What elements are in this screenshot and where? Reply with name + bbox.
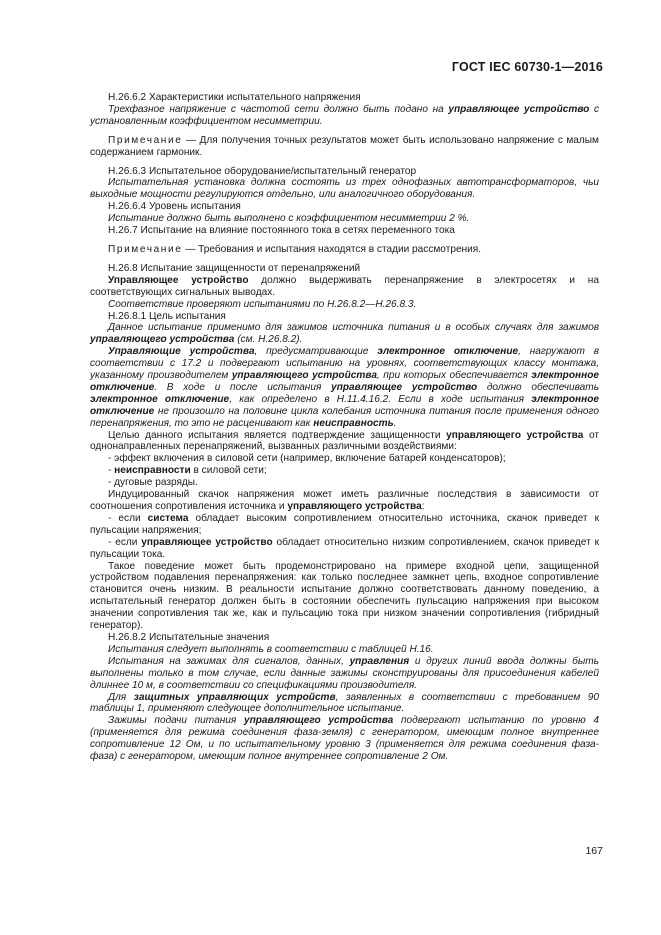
note-label: Примечание — [108, 134, 183, 146]
paragraph — [90, 465, 599, 477]
paragraph — [90, 430, 599, 454]
defined-term: управляющего устройства — [231, 370, 377, 382]
defined-term: электронное отключение — [90, 393, 230, 405]
text-run: H.26.8.1 Цель испытания — [108, 310, 226, 322]
paragraph — [90, 489, 599, 513]
paragraph — [90, 225, 599, 237]
defined-term: управляющего устройства — [243, 715, 394, 727]
text-run: , предусматривающие — [254, 346, 378, 358]
text-run: H.26.6.4 Уровень испытания — [108, 201, 241, 213]
paragraph — [90, 477, 599, 489]
defined-term: неисправности — [114, 465, 191, 477]
text-run: - — [108, 465, 115, 477]
text-run: обладает высоким сопротивлением относительно источника, скачок приведет к пульсации напряжения; — [90, 512, 599, 536]
paragraph — [90, 561, 599, 632]
text-run: H.26.8.2 Испытательные значения — [108, 631, 270, 643]
paragraph — [90, 244, 599, 256]
page-number: 167 — [585, 845, 603, 857]
paragraph — [90, 213, 599, 225]
text-run: должно выдерживать перенапряжение в электросетях и на соответствующих сигнальных выводах. — [90, 274, 599, 298]
text-run: Такое поведение может быть продемонстрировано на примере входной цепи, защищенной устройством подавления перенапряжения: как только последнее замкнет цепь, входное сопротивление становится очень низким. В реальности испытание должно соответствовать данному поведению, а испытательный генератор должен быть в состоянии обеспечить пульсацию напряжения при высоком значении сопротивления так же, как и пульсацию тока при низком значении сопротивления (гибридный генератор). — [90, 560, 599, 632]
paragraph — [90, 644, 599, 656]
text-run: - эффект включения в силовой сети (например, включение батарей конденсаторов); — [108, 453, 506, 465]
text-run: , при которых обеспечивается — [376, 370, 532, 382]
paragraph — [90, 715, 599, 763]
text-run: Целью данного испытания является подтверждение защищенности — [108, 429, 447, 441]
paragraph — [90, 263, 599, 275]
text-run: - если — [108, 536, 142, 548]
text-run: Испытательная установка должна состоять из трех однофазных автотрансформаторов, чьи выходные мощности регулируются отдельно, или аналогичного оборудования. — [90, 177, 599, 201]
document-header-title: ГОСТ IEC 60730-1—2016 — [451, 60, 603, 74]
paragraph — [90, 453, 599, 465]
defined-term: управляющее устройство — [331, 381, 478, 393]
paragraph — [90, 135, 599, 159]
note-label: Примечание — [108, 243, 183, 255]
text-run: Зажимы подачи питания — [108, 715, 244, 727]
text-run: Испытание должно быть выполнено с коэффициентом несимметрии 2 %. — [108, 213, 470, 225]
text-run: , нагружают в соответствии с 17.2 и подвергают испытанию на уровнях, соответствующих классу монтажа, указанному производителем — [90, 346, 599, 382]
text-run: Данное испытание применимо для зажимов источника питания и в особых случаях для зажимов — [108, 322, 599, 334]
text-run: Соответствие проверяют испытаниями по H.26.8.2—H.26.8.3. — [108, 298, 417, 310]
defined-term: управления — [349, 655, 410, 667]
defined-term: управляющее устройство — [141, 536, 273, 548]
text-run: Трехфазное напряжение с частотой сети должно быть подано на — [108, 103, 449, 115]
text-run: и других линий ввода должны быть выполнены только в том случае, если данные зажимы сконструированы для присоединения кабелей длиннее 10 м, в соответствии со спецификациями производителя. — [90, 655, 599, 691]
text-run: в силовой сети; — [190, 465, 267, 477]
text-run: подвергают испытанию по уровню 4 (применяется для режима соединения фаза-земля) с генератором, имеющим полное внутреннее сопротивление 12 Ом, и по испытательному уровню 3 (применяется для режима соединения фаза-фаза) с генератором, имеющим полное внутреннее сопротивление 2 Ом. — [90, 715, 599, 763]
document-body — [90, 92, 599, 763]
text-run: - если — [108, 512, 148, 524]
paragraph — [90, 656, 599, 692]
text-run: H.26.6.3 Испытательное оборудование/испытательный генератор — [108, 165, 417, 177]
defined-term: управляющее устройство — [448, 103, 590, 115]
text-run: от однонаправленных перенапряжений, вызванных различными воздействиями: — [90, 429, 600, 453]
text-run: H.26.6.2 Характеристики испытательного напряжения — [108, 92, 361, 103]
defined-term: электронное отключение — [377, 346, 519, 358]
paragraph — [90, 346, 599, 429]
paragraph — [90, 632, 599, 644]
text-run: (см. H.26.8.2). — [234, 334, 303, 346]
text-run: не произошло на половине цикла колебания источника питания после применения одного перенапряжения, то это не расценивают как — [90, 405, 599, 429]
defined-term: управляющего устройства — [446, 429, 584, 441]
paragraph — [90, 537, 599, 561]
paragraph — [90, 322, 599, 346]
text-run: Индуцированный скачок напряжения может иметь различные последствия в зависимости от соотношения сопротивления источника и — [90, 489, 599, 512]
text-run: Испытания следует выполнять в соответствии с таблицей H.16. — [108, 643, 434, 655]
paragraph — [90, 275, 599, 299]
defined-term: система — [147, 512, 189, 524]
text-run: H.26.8 Испытание защищенности от перенапряжений — [108, 262, 361, 274]
text-run: Для — [108, 691, 134, 703]
text-run: — Для получения точных результатов может быть использовано напряжение с малым содержанием гармоник. — [90, 134, 599, 158]
paragraph — [90, 311, 599, 323]
defined-term: неисправность — [313, 417, 394, 429]
defined-term: электронное отключение — [90, 393, 599, 417]
text-run: . В ходе и после испытания — [154, 381, 332, 393]
defined-term: Управляющее устройство — [108, 274, 249, 286]
text-run: H.26.7 Испытание на влияние постоянного тока в сетях переменного тока — [108, 225, 455, 237]
paragraph — [90, 692, 599, 716]
defined-term: Управляющие устройства — [108, 346, 255, 358]
text-run: с установленным коэффициентом несимметрии. — [90, 103, 600, 127]
defined-term: управляющего устройства — [90, 334, 235, 346]
defined-term: защитных управляющих устройств — [133, 691, 336, 703]
text-run: : — [421, 501, 425, 512]
text-run: , как определено в H.11.4.16.2. Если в ходе испытания — [229, 393, 532, 405]
text-run: , заявленных в соответствии с требованием 90 таблицы 1, применяют следующее дополнительное испытание. — [90, 691, 600, 715]
text-run: - дуговые разряды. — [108, 477, 198, 489]
text-run: должно обеспечивать — [477, 381, 600, 393]
text-run: Испытания на зажимах для сигналов, данных, — [108, 655, 350, 667]
paragraph — [90, 166, 599, 178]
text-run: . — [393, 417, 397, 429]
paragraph — [90, 92, 599, 104]
defined-term: электронное отключение — [90, 370, 599, 393]
paragraph — [90, 299, 599, 311]
paragraph — [90, 201, 599, 213]
text-run: обладает относительно низким сопротивлением, скачок приведет к пульсации тока. — [90, 536, 599, 560]
text-run: — Требования и испытания находятся в стадии рассмотрения. — [182, 243, 482, 255]
paragraph — [90, 177, 599, 201]
defined-term: управляющего устройства — [287, 501, 422, 512]
paragraph — [90, 513, 599, 537]
paragraph — [90, 104, 599, 128]
